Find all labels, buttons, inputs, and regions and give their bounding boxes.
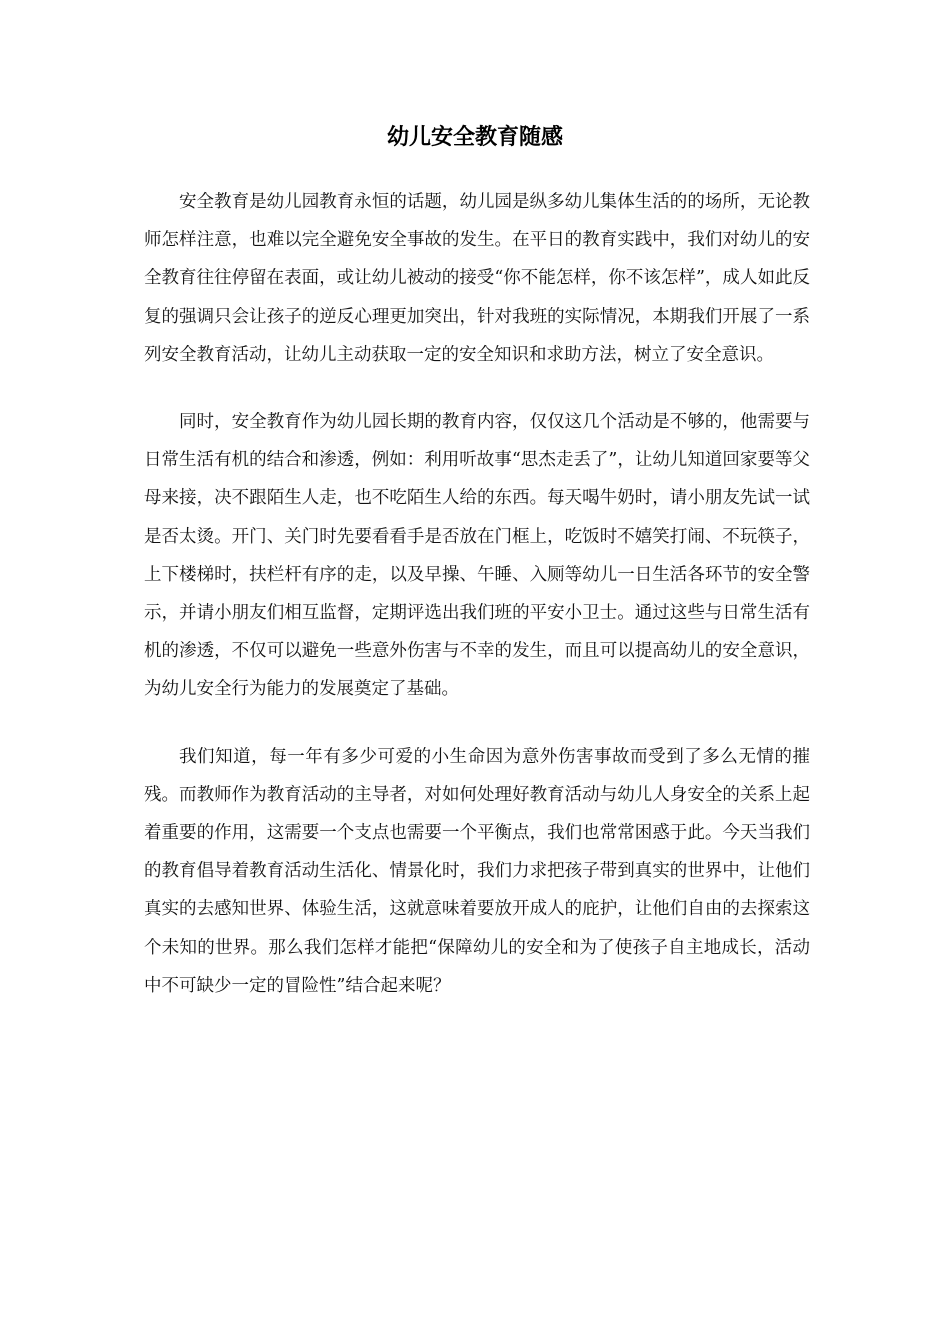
paragraph-3: 我们知道，每一年有多少可爱的小生命因为意外伤害事故而受到了多么无情的摧残。而教师作为教育活动的主导者，对如何处理好教育活动与幼儿人身安全的关系上起着重要的作用，这需要一个支点也需要一个平衡点，我们也常常困惑于此。今天当我们的教育倡导着教育活动生活化、情景化时，我们力求把孩子带到真实的世界中，让他们真实的去感知世界、体验生活，这就意味着要放开成人的庇护，让他们自由的去探索这个未知的世界。那么我们怎样才能把“保障幼儿的安全和为了使孩子自主地成长，活动中不可缺少一定的冒险性”结合起来呢？ — [144, 746, 810, 996]
document-body — [144, 183, 810, 1034]
document-title: 幼儿安全教育随感 — [386, 124, 563, 150]
paragraph-2: 同时，安全教育作为幼儿园长期的教育内容，仅仅这几个活动是不够的，他需要与日常生活有机的结合和渗透，例如：利用听故事“思杰走丢了”，让幼儿知道回家要等父母来接，决不跟陌生人走，也不吃陌生人给的东西。每天喝牛奶时，请小朋友先试一试是否太烫。开门、关门时先要看看手是否放在门框上，吃饭时不嬉笑打闹、不玩筷子，上下楼梯时，扶栏杆有序的走，以及早操、午睡、入厕等幼儿一日生活各环节的安全警示，并请小朋友们相互监督，定期评选出我们班的平安小卫士。通过这些与日常生活有机的渗透，不仅可以避免一些意外伤害与不幸的发生，而且可以提高幼儿的安全意识，为幼儿安全行为能力的发展奠定了基础。 — [144, 412, 810, 700]
paragraph-1: 安全教育是幼儿园教育永恒的话题，幼儿园是纵多幼儿集体生活的的场所，无论教师怎样注意，也难以完全避免安全事故的发生。在平日的教育实践中，我们对幼儿的安全教育往往停留在表面，或让幼儿被动的接受“你不能怎样，你不该怎样”，成人如此反复的强调只会让孩子的逆反心理更加突出，针对我班的实际情况，本期我们开展了一系列安全教育活动，让幼儿主动获取一定的安全知识和求助方法，树立了安全意识。 — [144, 192, 810, 365]
